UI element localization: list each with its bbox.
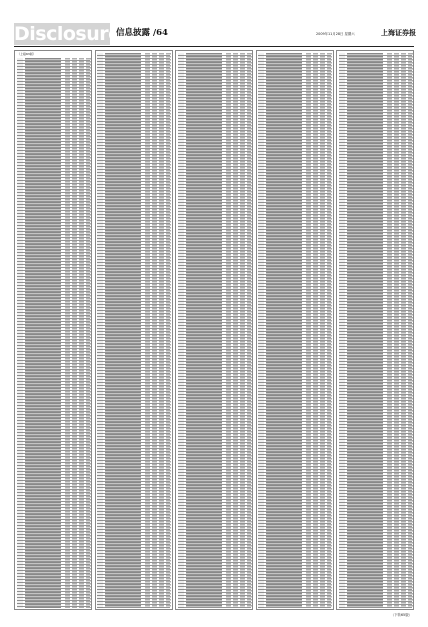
section-title: 信息披露 /64: [116, 28, 168, 38]
table-column-5: [336, 50, 414, 610]
table-column-3: [175, 50, 253, 610]
continued-to-note: （下转65版）: [390, 613, 412, 617]
table-rows: [17, 58, 90, 608]
issue-date: 2009年11月28日 星期六: [316, 32, 355, 36]
table-rows: [178, 53, 251, 608]
table-rows: [339, 53, 412, 608]
newspaper-name: 上海证券报: [381, 28, 416, 37]
masthead: [0, 0, 428, 48]
table-rows: [258, 53, 331, 608]
table-column-4: [256, 50, 334, 610]
disclosure-logo: [14, 23, 121, 45]
disclosure-table-area: [14, 50, 414, 610]
table-column-2: [95, 50, 173, 610]
brand-label: Disclosure: [14, 23, 121, 45]
masthead-rule: [14, 46, 414, 47]
table-column-1: [14, 50, 92, 610]
continued-from-note: （上接63版）: [17, 52, 36, 56]
table-rows: [97, 53, 170, 608]
